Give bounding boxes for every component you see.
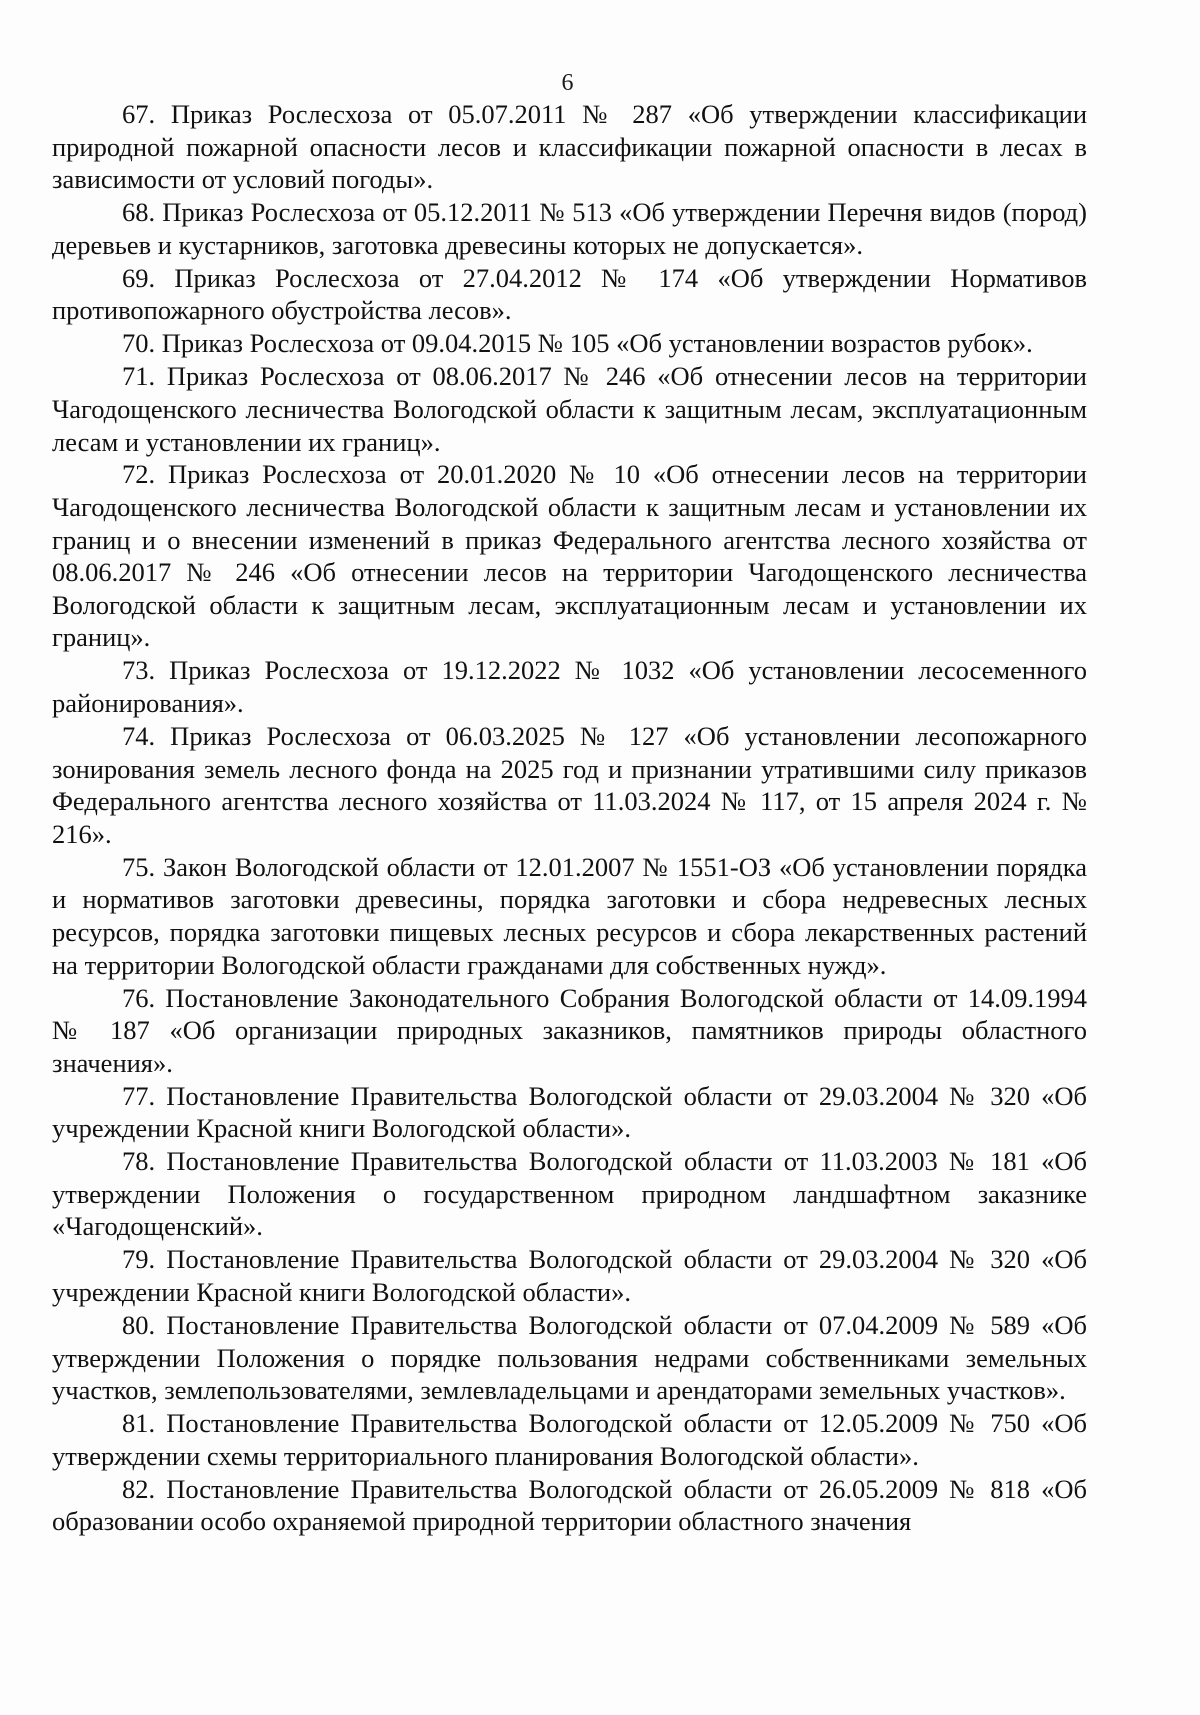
list-item: 80. Постановление Правительства Вологодской области от 07.04.2009 № 589 «Об утверждении Положения о порядке пользования недрами собственниками земельных участков, землепользователями, землевладельцами и арендаторами земельных участков».	[52, 1310, 1087, 1406]
list-item: 72. Приказ Рослесхоза от 20.01.2020 № 10 «Об отнесении лесов на территории Чагодощенского лесничества Вологодской области к защитным лесам и установлении их границ и о внесении изменений в приказ Федерального агентства лесного хозяйства от 08.06.2017 № 246 «Об отнесении лесов на территории Чагодощенского лесничества Вологодской области к защитным лесам, эксплуатационным лесам и установлении их границ».	[52, 459, 1087, 653]
list-item: 71. Приказ Рослесхоза от 08.06.2017 № 246 «Об отнесении лесов на территории Чагодощенского лесничества Вологодской области к защитным лесам, эксплуатационным лесам и установлении их границ».	[52, 361, 1087, 457]
list-item: 82. Постановление Правительства Вологодской области от 26.05.2009 № 818 «Об образовании особо охраняемой природной территории областного значения	[52, 1473, 1087, 1537]
list-item: 70. Приказ Рослесхоза от 09.04.2015 № 105 «Об установлении возрастов рубок».	[122, 328, 1033, 359]
list-item: 68. Приказ Рослесхоза от 05.12.2011 № 513 «Об утверждении Перечня видов (пород) деревьев и кустарников, заготовка древесины которых не допускается».	[52, 197, 1087, 260]
page-number: 6	[561, 70, 574, 96]
list-item: 81. Постановление Правительства Вологодской области от 12.05.2009 № 750 «Об утверждении схемы территориального планирования Вологодской области».	[52, 1408, 1087, 1471]
list-item: 67. Приказ Рослесхоза от 05.07.2011 № 287 «Об утверждении классификации природной пожарной опасности лесов и классификации пожарной опасности в лесах в зависимости от условий погоды».	[52, 99, 1087, 195]
list-item: 79. Постановление Правительства Вологодской области от 29.03.2004 № 320 «Об учреждении Красной книги Вологодской области».	[52, 1244, 1087, 1308]
list-item: 69. Приказ Рослесхоза от 27.04.2012 № 174 «Об утверждении Нормативов противопожарного обустройства лесов».	[52, 262, 1087, 326]
list-item: 78. Постановление Правительства Вологодской области от 11.03.2003 № 181 «Об утверждении Положения о государственном природном ландшафтном заказнике «Чагодощенский».	[52, 1146, 1087, 1242]
list-item: 76. Постановление Законодательного Собрания Вологодской области от 14.09.1994 № 187 «Об организации природных заказников, памятников природы областного значения».	[52, 982, 1087, 1078]
list-item: 74. Приказ Рослесхоза от 06.03.2025 № 127 «Об установлении лесопожарного зонирования земель лесного фонда на 2025 год и признании утратившими силу приказов Федерального агентства лесного хозяйства от 11.03.2024 № 117, от 15 апреля 2024 г. № 216».	[52, 721, 1087, 849]
list-item: 77. Постановление Правительства Вологодской области от 29.03.2004 № 320 «Об учреждении Красной книги Вологодской области».	[52, 1080, 1087, 1144]
document-body	[52, 98, 1087, 1538]
list-item: 73. Приказ Рослесхоза от 19.12.2022 № 1032 «Об установлении лесосеменного районирования».	[52, 655, 1087, 719]
list-item: 75. Закон Вологодской области от 12.01.2007 № 1551-ОЗ «Об установлении порядка и нормативов заготовки древесины, порядка заготовки и сбора недревесных лесных ресурсов, порядка заготовки пищевых лесных ресурсов и сбора лекарственных растений на территории Вологодской области гражданами для собственных нужд».	[52, 851, 1087, 980]
